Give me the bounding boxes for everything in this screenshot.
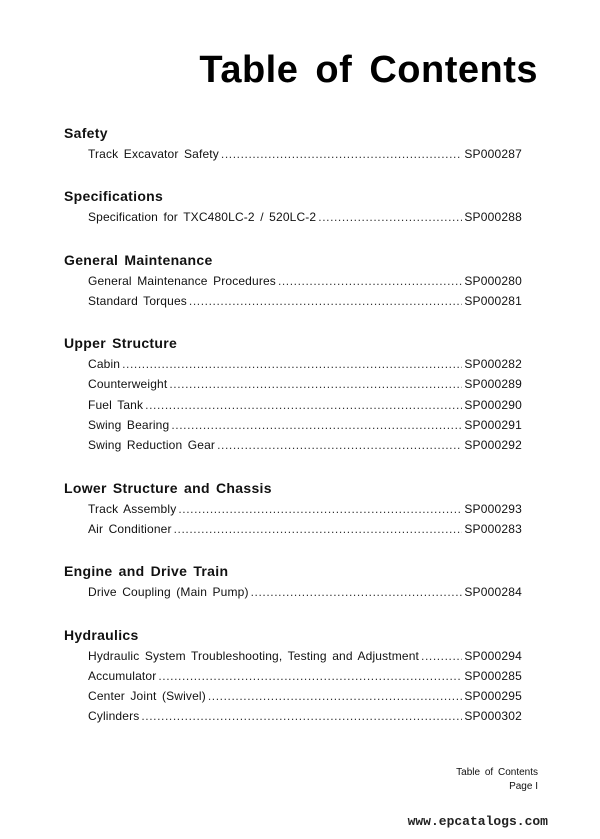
toc-entry[interactable] [88,666,522,686]
toc-entry-code: SP000294 [464,648,522,663]
toc-entry-code: SP000302 [464,709,522,724]
dot-leader [178,499,462,519]
toc-entry[interactable] [88,646,522,666]
toc-entry[interactable] [88,395,522,415]
dot-leader [251,582,463,602]
dot-leader [174,519,463,539]
dot-leader [421,646,462,666]
toc-entry-code: SP000293 [464,501,522,516]
toc-section [64,332,522,455]
dot-leader [189,291,462,311]
toc-entry-code: SP000292 [464,438,522,453]
toc-entry-title: Specification for TXC480LC-2 / 520LC-2 [88,210,317,225]
toc-entry-title: Center Joint (Swivel) [88,689,206,704]
dot-leader [171,415,462,435]
toc-entry-code: SP000283 [464,521,522,536]
toc-entry-code: SP000280 [464,273,522,288]
toc-entry-code: SP000281 [464,293,522,308]
toc-entry-code: SP000282 [464,357,522,372]
toc-entry-code: SP000295 [464,689,522,704]
toc-entry[interactable] [88,207,522,227]
toc-entry-title: Swing Bearing [88,418,170,433]
toc-entry-code: SP000290 [464,397,522,412]
toc-entry-code: SP000291 [464,418,522,433]
toc-entry[interactable] [88,499,522,519]
dot-leader [278,271,462,291]
table-of-contents [64,122,522,748]
toc-entry-code: SP000289 [464,377,522,392]
toc-entry[interactable] [88,144,522,164]
toc-entry[interactable] [88,354,522,374]
dot-leader [145,395,462,415]
toc-entry-code: SP000288 [464,210,522,225]
toc-section [64,624,522,727]
dot-leader [217,435,462,455]
toc-entry-title: Standard Torques [88,293,187,308]
footer-page-number: Page I [509,781,538,792]
page-title: Table of Contents [199,49,538,91]
toc-entry-title: Cylinders [88,709,140,724]
toc-entry[interactable] [88,374,522,394]
section-heading: Engine and Drive Train [64,563,229,580]
toc-entry-title: Counterweight [88,377,168,392]
toc-entry-title: Accumulator [88,668,157,683]
footer-label: Table of Contents [456,767,538,778]
toc-entry[interactable] [88,291,522,311]
dot-leader [158,666,462,686]
section-heading: Specifications [64,188,164,205]
section-heading: Safety [64,125,108,141]
dot-leader [141,706,462,726]
toc-entry-title: Track Assembly [88,501,177,516]
watermark: www.epcatalogs.com [407,814,548,829]
toc-section [64,122,522,164]
toc-entry[interactable] [88,415,522,435]
dot-leader [318,207,462,227]
toc-entry-code: SP000284 [464,585,522,600]
section-heading: General Maintenance [64,251,213,268]
dot-leader [169,374,462,394]
dot-leader [122,354,462,374]
toc-entry-title: Swing Reduction Gear [88,438,216,453]
toc-section [64,185,522,227]
toc-section [64,560,522,602]
toc-entry[interactable] [88,686,522,706]
toc-section [64,477,522,540]
section-heading: Lower Structure and Chassis [64,479,272,496]
toc-entry-code: SP000287 [464,147,522,161]
dot-leader [221,144,462,164]
toc-entry-title: Air Conditioner [88,521,172,536]
toc-entry-title: Track Excavator Safety [88,147,219,161]
toc-entry-title: Cabin [88,357,121,372]
toc-entry-title: General Maintenance Procedures [88,273,276,288]
section-heading: Hydraulics [64,626,139,643]
dot-leader [208,686,462,706]
section-heading: Upper Structure [64,335,178,352]
toc-section [64,249,522,312]
toc-entry-title: Hydraulic System Troubleshooting, Testing and Adjustment [88,648,420,663]
toc-entry[interactable] [88,519,522,539]
toc-entry[interactable] [88,435,522,455]
toc-entry[interactable] [88,271,522,291]
toc-entry-code: SP000285 [464,668,522,683]
toc-entry-title: Fuel Tank [88,397,144,412]
toc-entry-title: Drive Coupling (Main Pump) [88,585,249,600]
toc-entry[interactable] [88,582,522,602]
toc-entry[interactable] [88,706,522,726]
